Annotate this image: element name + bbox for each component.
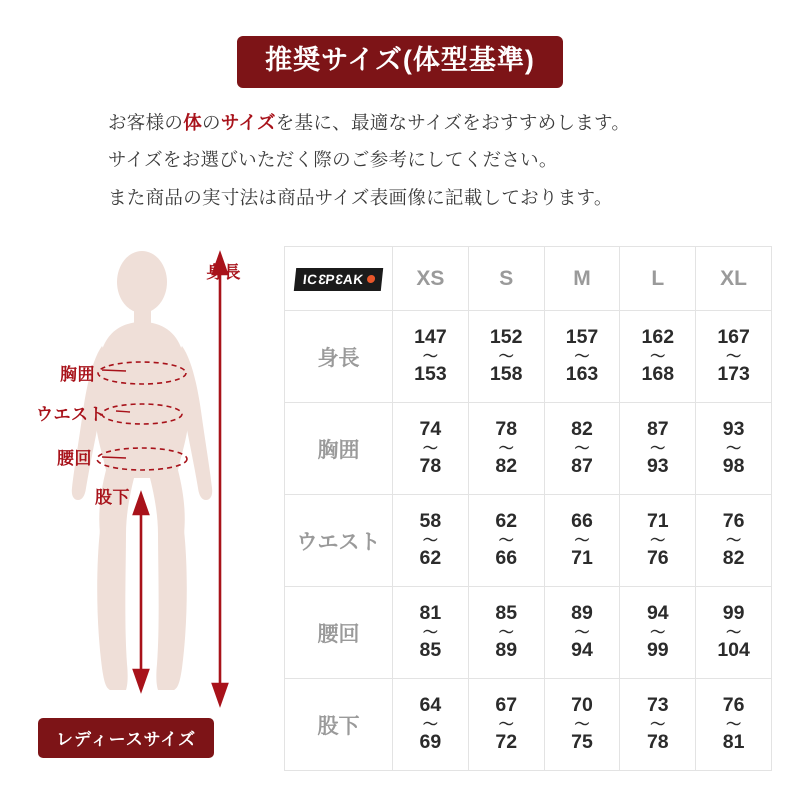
cell-separator: 〜: [574, 623, 590, 641]
cell-max: 78: [646, 731, 669, 754]
cell-bust-xl: [696, 403, 772, 495]
column-header-l: L: [620, 247, 696, 311]
row-label-bust: 胸囲: [285, 403, 393, 495]
cell-separator: 〜: [498, 347, 514, 365]
cell-separator: 〜: [498, 531, 514, 549]
cell-max: 66: [495, 547, 518, 570]
cell-height-xs: [393, 311, 469, 403]
cell-min: 71: [646, 509, 669, 532]
cell-bust-m: [544, 403, 620, 495]
cell-min: 85: [495, 601, 518, 624]
cell-waist-m: [544, 495, 620, 587]
cell-waist-xl: [696, 495, 772, 587]
cell-bust-xs: [393, 403, 469, 495]
cell-waist-l: [620, 495, 696, 587]
cell-min: 152: [489, 325, 523, 348]
cell-max: 163: [565, 363, 599, 386]
intro-highlight-size: サイズ: [220, 112, 276, 133]
cell-hip-xl: [696, 587, 772, 679]
cell-min: 67: [495, 693, 518, 716]
cell-min: 81: [419, 601, 442, 624]
table-header-row: [285, 247, 772, 311]
cell-separator: 〜: [726, 439, 742, 457]
cell-min: 87: [646, 417, 669, 440]
cell-separator: 〜: [650, 439, 666, 457]
column-header-s: S: [468, 247, 544, 311]
column-header-xs: XS: [393, 247, 469, 311]
label-hip: 腰回: [57, 449, 92, 468]
cell-min: 66: [571, 509, 593, 532]
cell-separator: 〜: [574, 347, 590, 365]
cell-separator: 〜: [574, 715, 590, 733]
cell-max: 158: [489, 363, 523, 386]
table-row: [285, 495, 772, 587]
cell-height-l: [620, 311, 696, 403]
cell-separator: 〜: [422, 531, 438, 549]
female-body-silhouette-icon: [30, 238, 280, 708]
cell-separator: 〜: [422, 623, 438, 641]
page-title: 推奨サイズ(体型基準): [237, 36, 563, 88]
label-inseam: 股下: [95, 488, 130, 507]
cell-max: 98: [722, 455, 745, 478]
height-arrow: [213, 254, 227, 704]
cell-min: 147: [414, 325, 447, 348]
cell-inseam-m: [544, 679, 620, 771]
cell-min: 62: [495, 509, 518, 532]
inseam-arrow: [134, 494, 148, 690]
cell-separator: 〜: [650, 623, 666, 641]
cell-max: 71: [571, 547, 593, 570]
intro-line-3: また商品の実寸法は商品サイズ表画像に記載しております。: [108, 186, 613, 208]
row-label-inseam: 股下: [285, 679, 393, 771]
cell-height-m: [544, 311, 620, 403]
cell-max: 93: [646, 455, 669, 478]
size-table: [284, 246, 772, 771]
cell-max: 104: [717, 639, 750, 662]
cell-max: 82: [722, 547, 745, 570]
cell-max: 62: [419, 547, 442, 570]
cell-max: 72: [495, 731, 518, 754]
size-table-header: [285, 247, 772, 311]
cell-separator: 〜: [498, 623, 514, 641]
table-row: [285, 403, 772, 495]
cell-min: 76: [722, 509, 745, 532]
cell-min: 76: [722, 693, 745, 716]
cell-separator: 〜: [574, 531, 590, 549]
column-header-xl: XL: [696, 247, 772, 311]
cell-height-s: [468, 311, 544, 403]
cell-separator: 〜: [422, 439, 438, 457]
brand-logo-cell: [285, 247, 393, 311]
cell-min: 157: [565, 325, 599, 348]
ladies-size-badge: レディースサイズ: [38, 718, 214, 758]
cell-max: 75: [571, 731, 593, 754]
cell-max: 78: [419, 455, 442, 478]
cell-max: 85: [419, 639, 442, 662]
cell-hip-xs: [393, 587, 469, 679]
cell-min: 78: [495, 417, 518, 440]
cell-min: 64: [419, 693, 442, 716]
cell-inseam-xs: [393, 679, 469, 771]
cell-separator: 〜: [650, 715, 666, 733]
cell-max: 69: [419, 731, 442, 754]
cell-max: 99: [646, 639, 669, 662]
cell-min: 94: [646, 601, 669, 624]
cell-separator: 〜: [650, 347, 666, 365]
intro-line-1: [108, 104, 728, 141]
row-label-hip: 腰回: [285, 587, 393, 679]
intro-line1-mid: の: [202, 112, 221, 133]
cell-hip-s: [468, 587, 544, 679]
label-bust: 胸囲: [60, 365, 95, 384]
cell-max: 94: [571, 639, 593, 662]
table-row: [285, 311, 772, 403]
cell-min: 162: [641, 325, 675, 348]
size-table-body: [285, 311, 772, 771]
label-height: 身長: [206, 263, 241, 282]
cell-waist-xs: [393, 495, 469, 587]
cell-separator: 〜: [726, 715, 742, 733]
cell-inseam-s: [468, 679, 544, 771]
banner-container: [0, 36, 800, 88]
icepeak-logo: IC3P3AK: [294, 268, 383, 291]
cell-separator: 〜: [498, 715, 514, 733]
cell-max: 76: [646, 547, 669, 570]
row-label-height: 身長: [285, 311, 393, 403]
label-waist: ウエスト: [36, 405, 106, 424]
size-table-container: [284, 246, 772, 771]
cell-max: 168: [641, 363, 675, 386]
cell-height-xl: [696, 311, 772, 403]
intro-line-2: サイズをお選びいただく際のご参考にしてください。: [108, 149, 558, 171]
cell-separator: 〜: [726, 531, 742, 549]
intro-line1-post: を基に、最適なサイズをおすすめします。: [275, 112, 631, 133]
intro-highlight-body: 体: [183, 112, 203, 133]
cell-max: 81: [722, 731, 745, 754]
intro-text: [108, 104, 728, 216]
cell-bust-l: [620, 403, 696, 495]
table-row: [285, 679, 772, 771]
cell-min: 99: [722, 601, 745, 624]
cell-min: 74: [419, 417, 442, 440]
cell-bust-s: [468, 403, 544, 495]
cell-max: 82: [495, 455, 518, 478]
cell-max: 89: [495, 639, 518, 662]
cell-hip-l: [620, 587, 696, 679]
column-header-m: M: [544, 247, 620, 311]
cell-max: 173: [717, 363, 750, 386]
cell-hip-m: [544, 587, 620, 679]
cell-separator: 〜: [726, 623, 742, 641]
cell-inseam-l: [620, 679, 696, 771]
row-label-waist: ウエスト: [285, 495, 393, 587]
cell-separator: 〜: [726, 347, 742, 365]
cell-min: 82: [571, 417, 593, 440]
cell-separator: 〜: [574, 439, 590, 457]
cell-inseam-xl: [696, 679, 772, 771]
cell-min: 70: [571, 693, 593, 716]
cell-min: 167: [717, 325, 750, 348]
cell-max: 87: [571, 455, 593, 478]
cell-separator: 〜: [422, 347, 438, 365]
cell-separator: 〜: [650, 531, 666, 549]
cell-separator: 〜: [498, 439, 514, 457]
table-row: [285, 587, 772, 679]
cell-waist-s: [468, 495, 544, 587]
cell-min: 93: [722, 417, 745, 440]
cell-min: 58: [419, 509, 442, 532]
cell-separator: 〜: [422, 715, 438, 733]
cell-min: 89: [571, 601, 593, 624]
body-figure: [30, 238, 280, 758]
logo-dot-icon: [366, 275, 375, 283]
intro-line1-pre: お客様の: [108, 112, 184, 133]
cell-min: 73: [646, 693, 669, 716]
cell-max: 153: [414, 363, 447, 386]
